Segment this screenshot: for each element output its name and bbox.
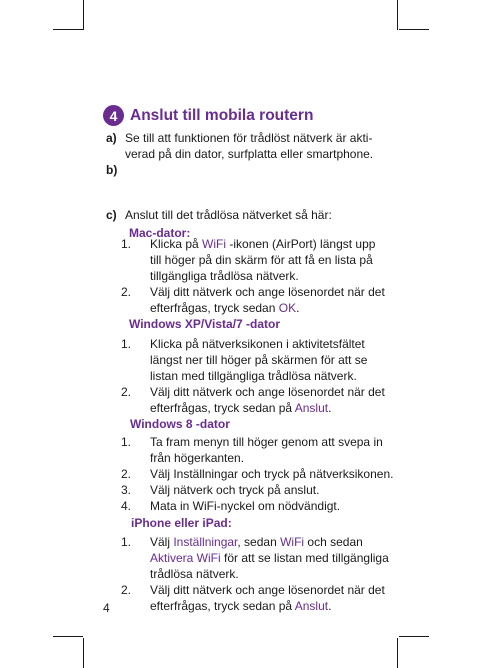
step-number: 1.: [121, 337, 132, 351]
step-number: 1.: [121, 535, 132, 549]
highlight-term: OK: [278, 301, 297, 315]
highlight-term: Inställningar: [173, 535, 238, 549]
step-number: 3.: [121, 483, 132, 497]
crop-mark: [53, 29, 83, 30]
step-number: 1.: [121, 435, 132, 449]
section-heading: [103, 105, 313, 126]
section-c-letter: c): [106, 208, 117, 222]
step-line: tillgängliga trådlösa nätverk.: [150, 269, 299, 283]
step-line: Klicka på WiFi -ikonen (AirPort) längst upp: [150, 237, 376, 251]
crop-mark: [397, 638, 398, 668]
step-line: Mata in WiFi-nyckel om nödvändigt.: [150, 499, 341, 513]
crop-mark: [83, 638, 84, 668]
step-line: Välj Inställningar, sedan WiFi och sedan: [150, 535, 363, 549]
step-line: från högerkanten.: [150, 451, 245, 465]
step-number-badge: 4: [103, 105, 124, 126]
step-line: Klicka på nätverksikonen i aktivitetsfältet: [150, 337, 365, 351]
highlight-term: Anslut: [294, 401, 329, 415]
highlight-term: WiFi: [280, 535, 305, 549]
step-line: Ta fram menyn till höger genom att svepa in: [150, 435, 383, 449]
step-line: längst ner till höger på skärmen för att se: [150, 353, 368, 367]
section-a-letter: a): [106, 131, 117, 145]
step-line: listan med tillgängliga trådlösa nätverk.: [150, 369, 357, 383]
windows7-subheading: Windows XP/Vista/7 -dator: [129, 317, 281, 331]
step-line: Välj ditt nätverk och ange lösenordet när det: [150, 285, 385, 299]
step-line: efterfrågas, tryck sedan OK.: [150, 301, 300, 315]
step-number: 2.: [121, 467, 132, 481]
highlight-term: Anslut: [294, 599, 329, 613]
step-number: 2.: [121, 285, 132, 299]
step-number: 2.: [121, 583, 132, 597]
step-line: Välj Inställningar och tryck på nätverksikonen.: [150, 467, 394, 481]
section-b-letter: b): [106, 163, 118, 177]
highlight-term: WiFi: [202, 237, 227, 251]
step-line: Välj ditt nätverk och ange lösenordet när det: [150, 385, 385, 399]
crop-mark: [83, 0, 84, 30]
crop-mark: [397, 0, 398, 30]
page-number: 4: [103, 601, 110, 615]
section-a-line: verad på din dator, surfplatta eller smartphone.: [125, 147, 374, 161]
step-line: till höger på din skärm för att få en lista på: [150, 253, 373, 267]
step-line: efterfrågas, tryck sedan på Anslut.: [150, 401, 332, 415]
crop-mark: [399, 29, 429, 30]
crop-mark: [399, 636, 429, 637]
step-line: Aktivera WiFi för att se listan med tillgängliga: [150, 551, 389, 565]
step-number: 2.: [121, 385, 132, 399]
step-line: Välj nätverk och tryck på anslut.: [150, 483, 320, 497]
crop-mark: [53, 636, 83, 637]
heading-title: Anslut till mobila routern: [130, 106, 314, 124]
step-line: efterfrågas, tryck sedan på Anslut.: [150, 599, 332, 613]
step-line: trådlösa nätverk.: [150, 567, 239, 581]
step-line: Välj ditt nätverk och ange lösenordet när det: [150, 583, 385, 597]
highlight-term: Aktivera WiFi: [150, 551, 221, 565]
step-number: 4.: [121, 499, 132, 513]
iphone-subheading: iPhone eller iPad:: [131, 516, 232, 530]
windows8-subheading: Windows 8 -dator: [130, 417, 230, 431]
section-c-intro: Anslut till det trådlösa nätverket så här:: [125, 208, 332, 222]
section-a-line: Se till att funktionen för trådlöst nätverk är akti-: [125, 131, 373, 145]
step-number: 1.: [121, 237, 132, 251]
mac-subheading: Mac-dator:: [129, 226, 191, 240]
